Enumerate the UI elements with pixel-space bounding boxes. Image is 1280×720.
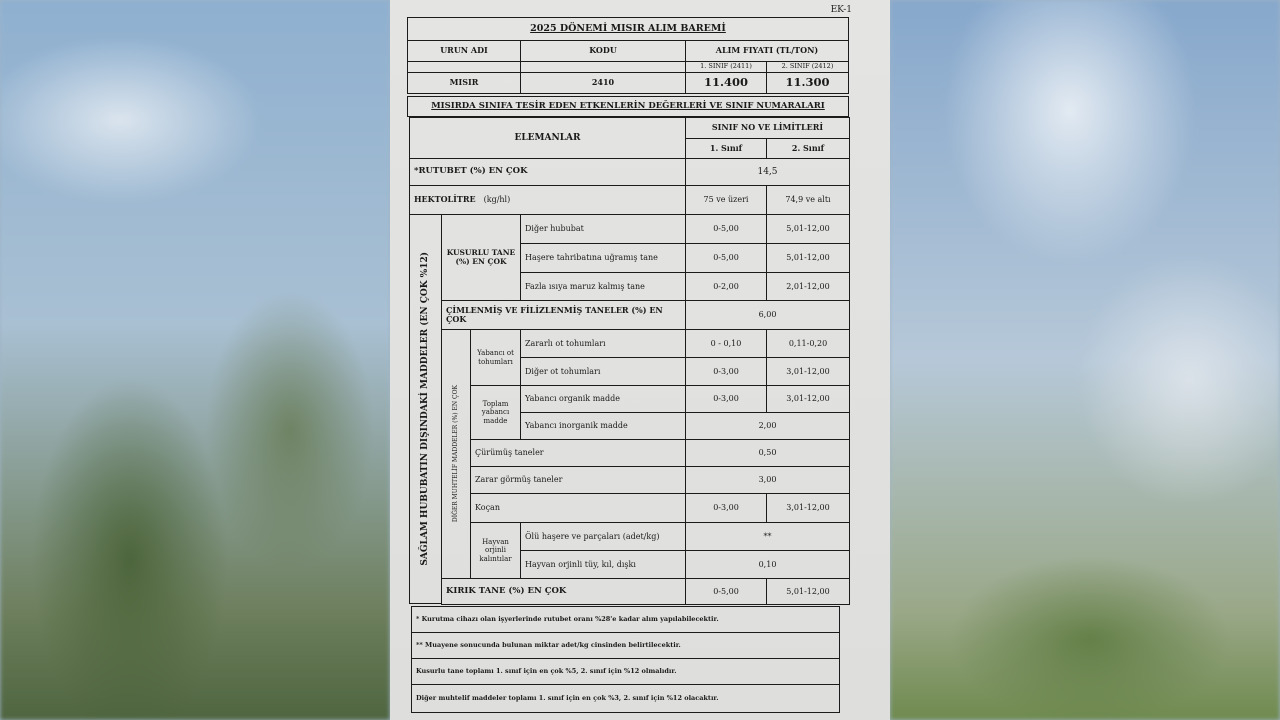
elemanlar-header: ELEMANLAR <box>409 117 686 159</box>
curumus-name: Çürümüş taneler <box>470 439 686 467</box>
header-sinif1: 1. SINIF (2411) <box>685 61 767 73</box>
inorganik-madde-name: Yabancı inorganik madde <box>520 412 686 440</box>
olu-hasere-value: ** <box>685 522 850 551</box>
header-kodu: KODU <box>520 40 686 62</box>
section-title: MISIRDA SINIFA TESİR EDEN ETKENLERİN DEĞERLERİ VE SINIF NUMARALARI <box>407 96 849 117</box>
yabanci-ot-row-class-1: 0-3,00 <box>685 357 767 386</box>
organik-madde-name: Yabancı organik madde <box>520 385 686 413</box>
zarar-value: 3,00 <box>685 466 850 494</box>
class-2-header: 2. Sınıf <box>766 138 850 159</box>
footnote: Kusurlu tane toplamı 1. sınıf için en çok %5, 2. sınıf için %12 olmalıdır. <box>411 658 840 685</box>
diger-muhtelif-side-label: DİĞER MUHTELİF MADDELER (%) EN ÇOK <box>451 385 459 523</box>
kusurlu-row-class-2: 5,01-12,00 <box>766 243 850 273</box>
yabanci-ot-row-class-2: 0,11-0,20 <box>766 329 850 358</box>
kirik-label: KIRIK TANE (%) EN ÇOK <box>441 578 686 605</box>
blurred-background-left <box>0 0 390 720</box>
toplam-yabanci-label: Toplam yabancı madde <box>470 385 521 440</box>
sinif-no-header: SINIF NO VE LİMİTLERİ <box>685 117 850 139</box>
header-urun-adi: URUN ADI <box>407 40 521 62</box>
diger-muhtelif-side-cell <box>441 329 471 579</box>
price-class-2: 11.300 <box>766 72 849 94</box>
header-alim-fiyati: ALIM FIYATI (TL/TON) <box>685 40 849 62</box>
kirik-class-2: 5,01-12,00 <box>766 578 850 605</box>
kusurlu-row-class-1: 0-5,00 <box>685 214 767 244</box>
side-label-cell <box>409 214 442 604</box>
hektolitre-label-cell <box>409 185 686 215</box>
hektolitre-label: HEKTOLİTRE <box>414 194 476 205</box>
kusurlu-label: KUSURLU TANE (%) EN ÇOK <box>441 214 521 301</box>
class-1-header: 1. Sınıf <box>685 138 767 159</box>
yabanci-ot-row-class-1: 0 - 0,10 <box>685 329 767 358</box>
inorganik-madde-value: 2,00 <box>685 412 850 440</box>
document-sheet <box>390 0 890 720</box>
kusurlu-row-class-1: 0-2,00 <box>685 272 767 301</box>
cimlenmis-label: ÇİMLENMİŞ VE FİLİZLENMİŞ TANELER (%) EN ÇOK <box>441 300 686 330</box>
annex-label: EK-1 <box>830 5 852 15</box>
hektolitre-unit: (kg/hl) <box>483 195 511 205</box>
footnote: * Kurutma cihazı olan işyerlerinde rutubet oranı %28'e kadar alım yapılabilecektir. <box>411 606 840 633</box>
hayvan-tuy-name: Hayvan orjinli tüy, kıl, dışkı <box>520 550 686 579</box>
organik-madde-class-2: 3,01-12,00 <box>766 385 850 413</box>
product-code: 2410 <box>520 72 686 94</box>
document-title: 2025 DÖNEMİ MISIR ALIM BAREMİ <box>407 17 849 41</box>
hayvan-label: Hayvan orjinli kalıntılar <box>470 522 521 579</box>
footnote: ** Muayene sonucunda bulunan miktar adet/kg cinsinden belirtilecektir. <box>411 632 840 659</box>
side-label-main: SAĞLAM HUBUBATIN DIŞINDAKİ MADDELER (EN ÇOK %12) <box>420 252 431 566</box>
yabanci-ot-row-name: Zararlı ot tohumları <box>520 329 686 358</box>
blurred-background-right <box>890 0 1280 720</box>
kusurlu-row-name: Fazla ısıya maruz kalmış tane <box>520 272 686 301</box>
kocan-class-1: 0-3,00 <box>685 493 767 523</box>
yabanci-ot-row-name: Diğer ot tohumları <box>520 357 686 386</box>
yabanci-ot-label: Yabancı ot tohumları <box>470 329 521 386</box>
kusurlu-row-class-1: 0-5,00 <box>685 243 767 273</box>
curumus-value: 0,50 <box>685 439 850 467</box>
hektolitre-class-2: 74,9 ve altı <box>766 185 850 215</box>
footnote: Diğer muhtelif maddeler toplamı 1. sınıf için en çok %3, 2. sınıf için %12 olacaktır. <box>411 684 840 713</box>
kusurlu-row-class-2: 2,01-12,00 <box>766 272 850 301</box>
zarar-name: Zarar görmüş taneler <box>470 466 686 494</box>
header-sinif2: 2. SINIF (2412) <box>766 61 849 73</box>
product-name: MISIR <box>407 72 521 94</box>
hektolitre-class-1: 75 ve üzeri <box>685 185 767 215</box>
olu-hasere-name: Ölü haşere ve parçaları (adet/kg) <box>520 522 686 551</box>
rutubet-value: 14,5 <box>685 158 850 186</box>
organik-madde-class-1: 0-3,00 <box>685 385 767 413</box>
kusurlu-row-name: Haşere tahribatına uğramış tane <box>520 243 686 273</box>
kusurlu-row-name: Diğer hububat <box>520 214 686 244</box>
cimlenmis-value: 6,00 <box>685 300 850 330</box>
rutubet-label: *RUTUBET (%) EN ÇOK <box>409 158 686 186</box>
price-class-1: 11.400 <box>685 72 767 94</box>
kirik-class-1: 0-5,00 <box>685 578 767 605</box>
yabanci-ot-row-class-2: 3,01-12,00 <box>766 357 850 386</box>
kusurlu-row-class-2: 5,01-12,00 <box>766 214 850 244</box>
hayvan-tuy-value: 0,10 <box>685 550 850 579</box>
kocan-name: Koçan <box>470 493 686 523</box>
kocan-class-2: 3,01-12,00 <box>766 493 850 523</box>
